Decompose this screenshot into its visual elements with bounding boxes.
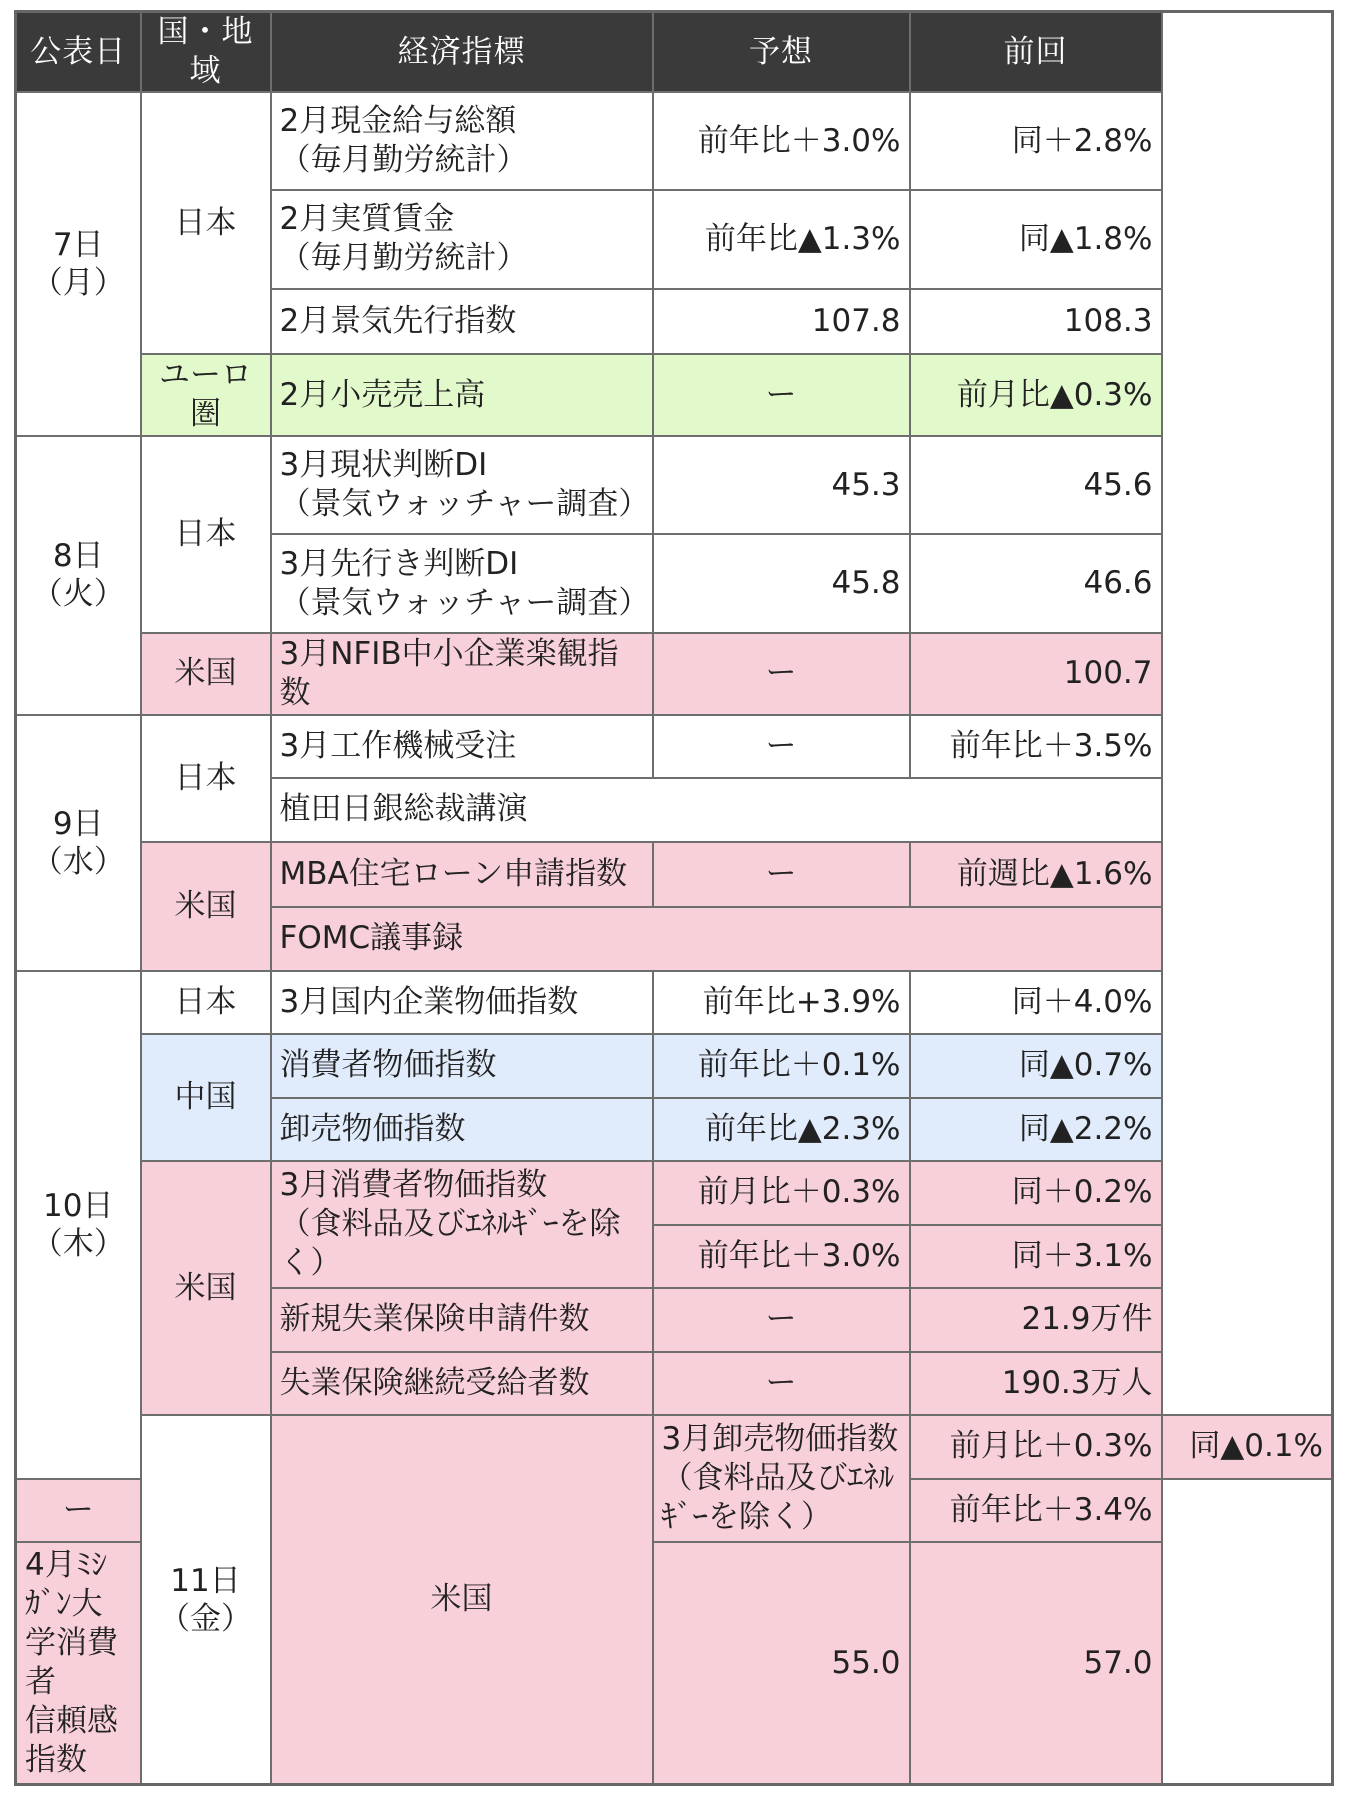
previous-cell: 同▲0.1%: [1162, 1415, 1333, 1479]
indicator-cell: MBA住宅ローン申請指数: [271, 842, 653, 908]
forecast-cell: 45.3: [653, 436, 910, 534]
forecast-cell: 前月比＋0.3%: [910, 1415, 1162, 1479]
forecast-cell: 前年比▲1.3%: [653, 190, 910, 288]
table-row: [16, 715, 1333, 779]
previous-cell: 57.0: [910, 1542, 1162, 1784]
header-date: 公表日: [16, 12, 141, 93]
indicator-cell: 2月現金給与総額 （毎月勤労統計）: [271, 92, 653, 190]
country-cell: 日本: [141, 436, 271, 633]
header-country: 国・地域: [141, 12, 271, 93]
indicator-cell: 2月実質賃金 （毎月勤労統計）: [271, 190, 653, 288]
previous-cell: 108.3: [910, 289, 1162, 355]
date-cell: 7日 （月）: [16, 92, 141, 436]
table-row: [16, 1415, 1333, 1479]
country-cell: 米国: [141, 633, 271, 715]
country-cell: ユーロ圏: [141, 354, 271, 436]
forecast-cell: 前年比＋0.1%: [653, 1034, 910, 1098]
country-cell: 米国: [271, 1415, 653, 1784]
country-cell: 米国: [141, 1161, 271, 1415]
forecast-cell: ー: [653, 633, 910, 715]
forecast-cell: 前年比+3.9%: [653, 971, 910, 1035]
table-row: [16, 842, 1333, 908]
forecast-cell: 前月比＋0.3%: [653, 1161, 910, 1225]
indicator-cell: 2月景気先行指数: [271, 289, 653, 355]
previous-cell: 100.7: [910, 633, 1162, 715]
forecast-cell: ー: [16, 1479, 141, 1543]
indicator-cell: FOMC議事録: [271, 907, 1162, 971]
header-row: [16, 12, 1333, 93]
indicator-cell: 3月消費者物価指数 （食料品及びｴﾈﾙｷﾞｰを除く）: [271, 1161, 653, 1288]
indicator-cell: 植田日銀総裁講演: [271, 778, 1162, 842]
header-previous: 前回: [910, 12, 1162, 93]
previous-cell: 前年比＋3.5%: [910, 715, 1162, 779]
previous-cell: 同▲2.2%: [910, 1098, 1162, 1162]
forecast-cell: ー: [653, 1288, 910, 1352]
date-cell: 11日 （金）: [141, 1415, 271, 1784]
forecast-cell: 107.8: [653, 289, 910, 355]
indicator-cell: 卸売物価指数: [271, 1098, 653, 1162]
table-row: [16, 1161, 1333, 1225]
indicator-cell: 2月小売売上高: [271, 354, 653, 436]
country-cell: 日本: [141, 715, 271, 842]
table-row: [16, 436, 1333, 534]
indicator-cell: 3月現状判断DI （景気ウォッチャー調査）: [271, 436, 653, 534]
previous-cell: 前月比▲0.3%: [910, 354, 1162, 436]
forecast-cell: ー: [653, 842, 910, 908]
indicator-cell: 4月ﾐｼｶﾞﾝ大学消費者 信頼感指数: [16, 1542, 141, 1784]
header-forecast: 予想: [653, 12, 910, 93]
previous-cell: 前年比＋3.4%: [910, 1479, 1162, 1543]
forecast-cell: ー: [653, 354, 910, 436]
forecast-cell: 前年比＋3.0%: [653, 1225, 910, 1289]
previous-cell: 同＋2.8%: [910, 92, 1162, 190]
previous-cell: 同▲1.8%: [910, 190, 1162, 288]
country-cell: 中国: [141, 1034, 271, 1161]
forecast-cell: ー: [653, 715, 910, 779]
forecast-cell: 45.8: [653, 534, 910, 632]
previous-cell: 前週比▲1.6%: [910, 842, 1162, 908]
previous-cell: 同＋4.0%: [910, 971, 1162, 1035]
previous-cell: 同▲0.7%: [910, 1034, 1162, 1098]
economic-calendar-table: [14, 10, 1334, 1786]
indicator-cell: 失業保険継続受給者数: [271, 1352, 653, 1416]
indicator-cell: 新規失業保険申請件数: [271, 1288, 653, 1352]
indicator-cell: 3月卸売物価指数 （食料品及びｴﾈﾙｷﾞｰを除く）: [653, 1415, 910, 1542]
table-row: [16, 1034, 1333, 1098]
previous-cell: 46.6: [910, 534, 1162, 632]
forecast-cell: 55.0: [653, 1542, 910, 1784]
date-cell: 10日 （木）: [16, 971, 141, 1479]
previous-cell: 190.3万人: [910, 1352, 1162, 1416]
previous-cell: 同＋3.1%: [910, 1225, 1162, 1289]
table-row: [16, 633, 1333, 715]
previous-cell: 45.6: [910, 436, 1162, 534]
table-row: [16, 92, 1333, 190]
table-row: [16, 354, 1333, 436]
country-cell: 日本: [141, 92, 271, 354]
date-cell: 8日 （火）: [16, 436, 141, 715]
previous-cell: 21.9万件: [910, 1288, 1162, 1352]
table-row: [16, 971, 1333, 1035]
indicator-cell: 3月工作機械受注: [271, 715, 653, 779]
indicator-cell: 消費者物価指数: [271, 1034, 653, 1098]
indicator-cell: 3月国内企業物価指数: [271, 971, 653, 1035]
forecast-cell: 前年比＋3.0%: [653, 92, 910, 190]
country-cell: 日本: [141, 971, 271, 1035]
header-indicator: 経済指標: [271, 12, 653, 93]
previous-cell: 同＋0.2%: [910, 1161, 1162, 1225]
indicator-cell: 3月NFIB中小企業楽観指数: [271, 633, 653, 715]
date-cell: 9日 （水）: [16, 715, 141, 971]
forecast-cell: 前年比▲2.3%: [653, 1098, 910, 1162]
indicator-cell: 3月先行き判断DI （景気ウォッチャー調査）: [271, 534, 653, 632]
country-cell: 米国: [141, 842, 271, 971]
forecast-cell: ー: [653, 1352, 910, 1416]
